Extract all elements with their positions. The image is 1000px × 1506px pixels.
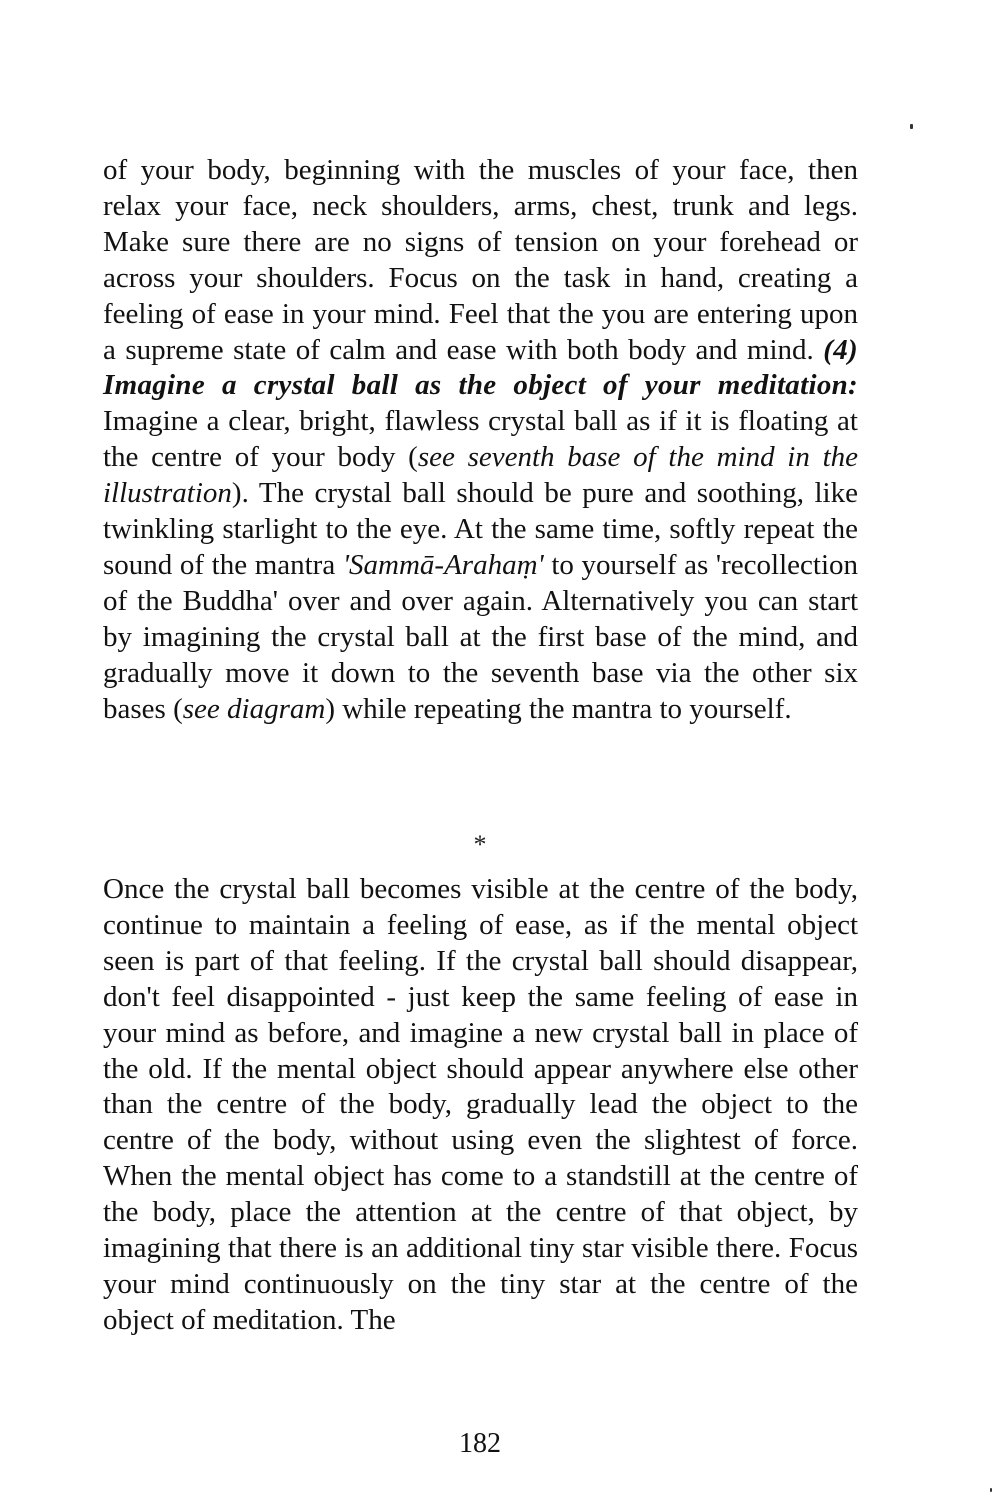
diagram-reference: see diagram — [182, 692, 326, 725]
step-4-text-4: ) while repeating the mantra to yourself. — [325, 692, 792, 725]
page-number: 182 — [459, 1428, 501, 1459]
continuation-text: of your body, beginning with the muscles of your face, then relax your face, neck shoulders, arms, chest, trunk and legs. Make sure there are no signs of tension on your forehead or across your shoulders. Focus on the task in hand, creating a feeling of ease in your mind. Feel that the you are entering upon a supreme state of calm and ease with both body and mind. — [103, 154, 858, 366]
crystal-ball-paragraph: Once the crystal ball becomes visible at the centre of the body, continue to maintain a feeling of ease, as if the mental object seen is part of that feeling. If the crystal ball should disappear, don't feel disappointed - just keep the same feeling of ease in your mind as before, and imagine a new crystal ball in place of the old. If the mental object should appear anywhere else other than the centre of the body, gradually lead the object to the centre of the body, without using even the slightest of force. When the mental object has come to a standstill at the centre of the body, place the attention at the centre of that object, by imagining that there is an additional tiny star visible there. Focus your mind continuously on the tiny star at the centre of the object of meditation. The — [103, 873, 858, 1336]
mantra-text: 'Sammā-Arahaṃ' — [342, 548, 544, 581]
continuation-paragraph — [103, 153, 858, 728]
section-separator: * — [473, 830, 487, 859]
lower-text-block — [103, 872, 858, 1339]
step-4-heading: (4) Imagine a crystal ball as the object of your meditation: — [103, 333, 858, 402]
step-4-text-3: to yourself as 'recollection of the Buddha' over and over again. Alternatively you can start by imagining the crystal ball at the first base of the mind, and gradually move it down to the seventh base via the other six bases ( — [103, 548, 858, 725]
step-4-text-2: ). The crystal ball should be pure and soothing, like twinkling starlight to the eye. At the same time, softly repeat the sound of the mantra — [103, 477, 858, 581]
scan-speck — [910, 124, 913, 129]
illustration-reference: see seventh base of the mind in the illustration — [103, 441, 858, 510]
step-4-text-1: Imagine a clear, bright, flawless crystal ball as if it is floating at the centre of your body ( — [103, 405, 858, 474]
upper-text-block — [103, 153, 858, 728]
scan-speck — [990, 1488, 992, 1492]
